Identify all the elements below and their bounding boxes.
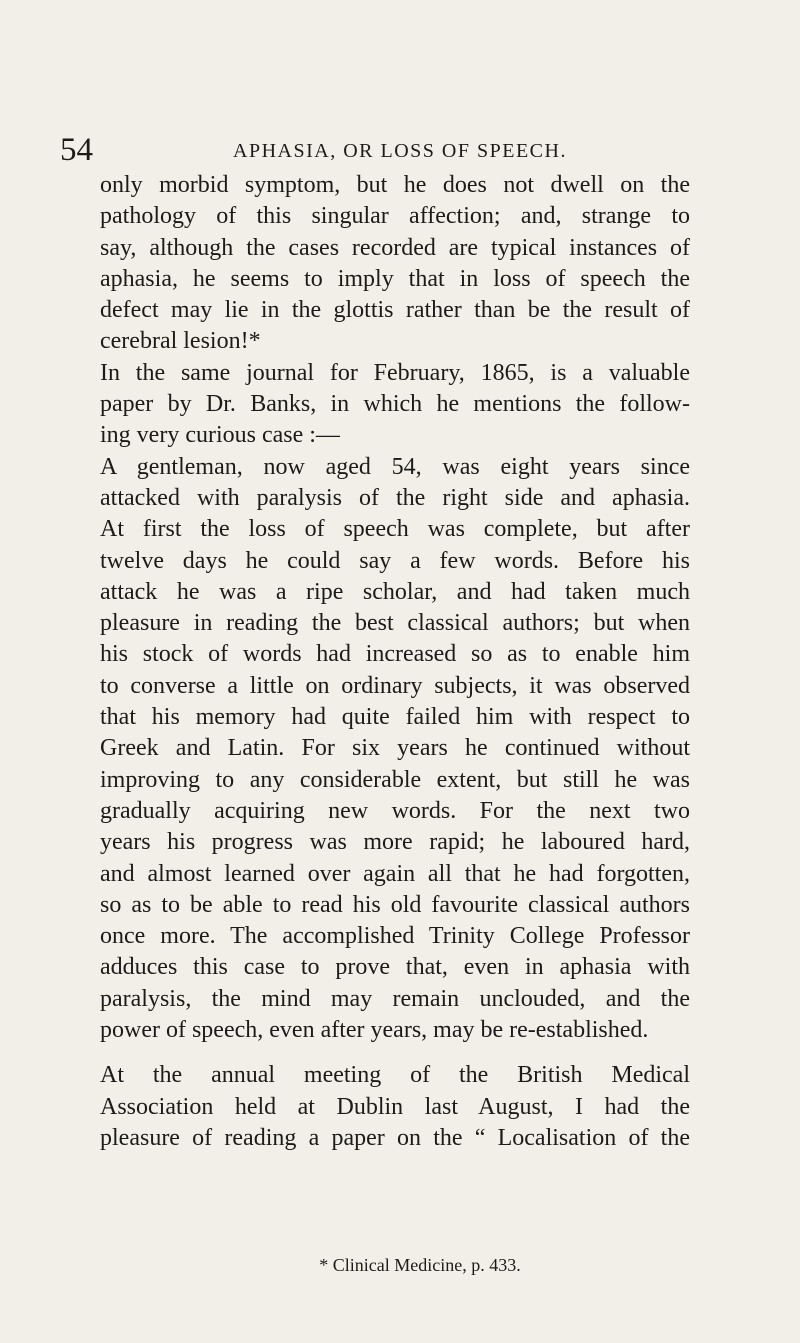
text-line: power of speech, even after years, may be re-established. <box>100 1017 649 1044</box>
text-line: paralysis, the mind may remain unclouded, and the <box>100 985 690 1012</box>
text-line: Association held at Dublin last August, I had the <box>100 1093 690 1120</box>
text-line: once more. The accomplished Trinity College Professor <box>100 923 690 950</box>
text-line: twelve days he could say a few words. Before his <box>100 547 690 574</box>
text-line: so as to be able to read his old favourite classical authors <box>100 891 690 918</box>
page-header <box>60 130 740 170</box>
text-line: defect may lie in the glottis rather than be the result of <box>100 297 690 324</box>
text-line: pathology of this singular affection; and, strange to <box>100 203 690 230</box>
text-line: pleasure of reading a paper on the “ Localisation of the <box>100 1124 690 1151</box>
text-line: pleasure in reading the best classical authors; but when <box>100 610 690 637</box>
text-line: improving to any considerable extent, but still he was <box>100 766 690 793</box>
text-line: his stock of words had increased so as to enable him <box>100 641 690 668</box>
page-number: 54 <box>60 132 93 168</box>
text-line: years his progress was more rapid; he laboured hard, <box>100 829 690 856</box>
text-line: Greek and Latin. For six years he continued without <box>100 735 690 762</box>
text-line: ing very curious case :— <box>100 422 340 449</box>
text-line: gradually acquiring new words. For the next two <box>100 797 690 824</box>
text-line: At the annual meeting of the British Medical <box>100 1062 690 1089</box>
text-line: and almost learned over again all that he had forgotten, <box>100 860 690 887</box>
text-line: aphasia, he seems to imply that in loss of speech the <box>100 265 690 292</box>
text-line: that his memory had quite failed him with respect to <box>100 704 690 731</box>
text-line: only morbid symptom, but he does not dwell on the <box>100 172 690 198</box>
text-line: say, although the cases recorded are typical instances of <box>100 234 690 261</box>
text-line: attack he was a ripe scholar, and had taken much <box>100 578 690 605</box>
text-line: At first the loss of speech was complete, but after <box>100 516 690 543</box>
text-line: attacked with paralysis of the right side and aphasia. <box>100 484 690 511</box>
running-title: APHASIA, OR LOSS OF SPEECH. <box>233 140 567 162</box>
text-line: cerebral lesion!* <box>100 328 261 355</box>
footnote: * Clinical Medicine, p. 433. <box>319 1255 521 1275</box>
body-text <box>100 170 690 1154</box>
text-line: In the same journal for February, 1865, is a valuable <box>100 359 690 386</box>
text-line: adduces this case to prove that, even in aphasia with <box>100 954 690 981</box>
paragraph-gap <box>100 1046 690 1060</box>
text-line: to converse a little on ordinary subjects, it was observed <box>100 672 690 699</box>
text-line: paper by Dr. Banks, in which he mentions the follow- <box>100 391 690 418</box>
text-line: A gentleman, now aged 54, was eight years since <box>100 453 690 480</box>
